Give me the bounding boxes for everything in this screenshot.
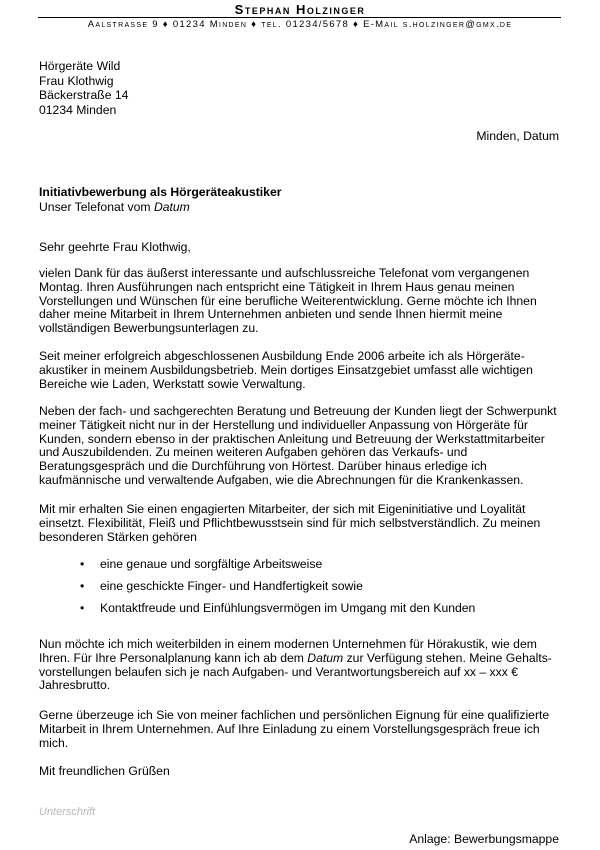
- header-rule: [38, 17, 561, 18]
- recipient-company: Hörgeräte Wild: [39, 59, 121, 73]
- text-line: vielen Dank für das äußerst interessante und aufschlussreiche Telefonat vom vergangenen: [39, 266, 530, 280]
- list-item: [72, 579, 475, 601]
- text-line: Jahresbrutto.: [39, 678, 111, 693]
- text-line: Bereiche wie Laden, Werkstatt sowie Verwaltung.: [39, 376, 306, 391]
- subject-reference: [39, 200, 281, 215]
- text-line: meiner Tätigkeit nicht nur in der Herstellung und individueller Anpassung von Hörgeräte für: [39, 417, 528, 432]
- bullet-icon: •: [80, 557, 85, 571]
- text-line: und Auszubildenden. Zu meinen weiteren Aufgaben gehören das Verkaufs- und: [39, 445, 468, 460]
- sender-name: Stephan Holzinger: [234, 2, 366, 17]
- paragraph-qualities: [39, 503, 564, 544]
- list-item-text: eine genaue und sorgfältige Arbeitsweise: [100, 557, 323, 571]
- recipient-address: [39, 59, 128, 117]
- sender-contact-line: Aalstrasse 9 ♦ 01234 Minden ♦ tel. 01234/5678 ♦ E-Mail s.holzinger@gmx.de: [87, 19, 513, 30]
- recipient-person: Frau Klothwig: [39, 73, 114, 88]
- list-item: [72, 601, 475, 623]
- text-line: Seit meiner erfolgreich abgeschlossenen Ausbildung Ende 2006 arbeite ich als Hörgeräte-: [39, 349, 525, 363]
- text-line: akustiker in meinem Ausbildungsbetrieb. Mein dortiges Einsatzgebiet umfasst alle wichtigen: [39, 362, 533, 377]
- text-line: mich.: [39, 735, 69, 750]
- recipient-city: 01234 Minden: [39, 102, 117, 117]
- bullet-icon: •: [80, 579, 85, 593]
- list-item-text: Kontaktfreude und Einfühlungsvermögen im Umgang mit den Kunden: [100, 601, 476, 615]
- text-line: Kunden, sondern ebenso in der praktischen Anleitung und Betreuung der Werkstattmitarbeiter: [39, 431, 545, 446]
- strengths-list: [72, 557, 475, 623]
- text-line: daher meine Mitarbeit in Ihrem Unternehmen anbieten und sende Ihnen hiermit meine: [39, 307, 503, 322]
- text-line: Montag. Ihren Ausführungen nach entspricht eine Tätigkeit in Ihrem Haus genau meinen: [39, 279, 515, 294]
- paragraph-closing: [39, 709, 564, 750]
- paragraph-experience: [39, 350, 564, 391]
- recipient-street: Bäckerstraße 14: [39, 88, 129, 102]
- bullet-icon: •: [80, 601, 85, 615]
- text-line: Nun möchte ich mich weiterbilden in einem modernen Unternehmen für Hörakustik, wie dem: [39, 637, 537, 651]
- text-line: [39, 652, 564, 666]
- text-line: besonderen Stärken gehören: [39, 529, 197, 544]
- text-line: Beratungsgespräch und die Durchführung von Hörtest. Darüber hinaus erledige ich: [39, 459, 487, 474]
- subject-reference-prefix: Unser Telefonat vom: [39, 199, 154, 214]
- text-line: kaufmännische und verwaltende Aufgaben, wie die Abrechnungen für die Krankenkassen.: [39, 472, 524, 487]
- text-line: Mitarbeit in Ihrem Unternehmen. Auf Ihre Einladung zu einem Vorstellungsgespräch freue ich: [39, 721, 540, 736]
- enclosure-note: Anlage: Bewerbungsmappe: [409, 832, 559, 846]
- text-line: vollständigen Bewerbungsunterlagen zu.: [39, 321, 259, 336]
- text-line: Gerne überzeuge ich Sie von meiner fachlichen und persönlichen Eignung für eine qualifizierte: [39, 708, 550, 722]
- text-line: Vorstellungen und Wünschen für eine berufliche Weiterentwicklung. Gerne möchte ich Ihnen: [39, 293, 537, 308]
- list-item-text: eine geschickte Finger- und Handfertigkeit sowie: [100, 579, 363, 593]
- text-segment: Ihren. Für Ihre Personalplanung kann ich ab dem: [39, 650, 308, 665]
- paragraph-intro: [39, 267, 564, 336]
- text-line: vorstellungen belaufen sich je nach Aufgaben- und Verantwortungsbereich auf xx – xxx €: [39, 664, 519, 679]
- text-line: Neben der fach- und sachgerechten Beratung und Betreuung der Kunden liegt der Schwerpunkt: [39, 404, 557, 418]
- subject-reference-date: Datum: [153, 199, 190, 214]
- date-placeholder: Datum: [307, 650, 344, 665]
- subject-title: Initiativbewerbung als Hörgeräteakustiker: [39, 185, 282, 199]
- paragraph-duties: [39, 405, 564, 488]
- text-line: Mit mir erhalten Sie einen engagierten Mitarbeiter, der sich mit Eigeninitiative und Loyalität: [39, 502, 526, 516]
- signature-placeholder: Unterschrift: [39, 806, 96, 818]
- text-segment: zur Verfügung stehen. Meine Gehalts-: [343, 650, 552, 665]
- subject-block: [39, 185, 281, 214]
- paragraph-availability: [39, 638, 564, 693]
- closing-formula: Mit freundlichen Grüßen: [39, 764, 170, 778]
- list-item: [72, 557, 475, 579]
- place-date: Minden, Datum: [476, 129, 559, 143]
- salutation: Sehr geehrte Frau Klothwig,: [39, 240, 191, 254]
- text-line: einsetzt. Flexibilität, Fleiß und Pflichtbewusstsein sind für mich selbstverständlich. Zu meinen: [39, 515, 541, 530]
